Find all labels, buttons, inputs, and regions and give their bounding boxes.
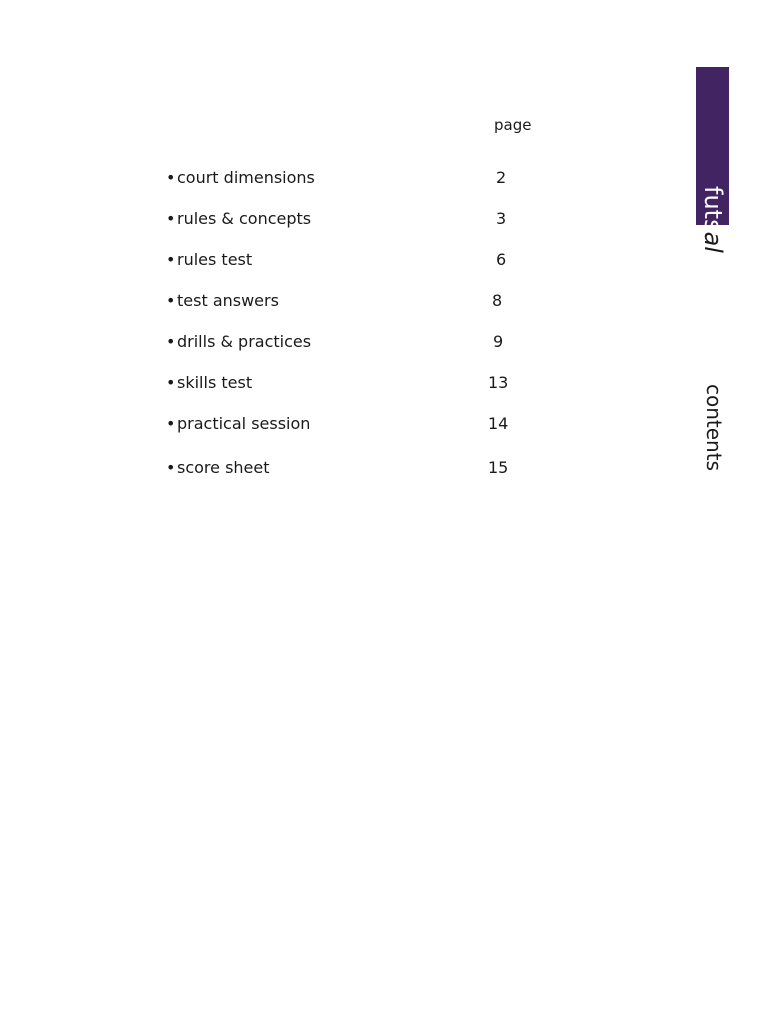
toc-item (166, 290, 526, 312)
toc-item-page: 2 (496, 168, 507, 187)
toc-item (166, 457, 526, 479)
toc-item-title: skills test (177, 373, 253, 392)
toc-item-page: 6 (496, 250, 507, 269)
bullet-icon: • (166, 414, 176, 433)
toc-item (166, 372, 526, 394)
toc-item-page: 3 (496, 209, 507, 228)
toc-item-page: 9 (493, 332, 504, 351)
bullet-icon: • (166, 332, 176, 351)
toc-item-title: score sheet (177, 458, 270, 477)
toc-item-title: rules & concepts (177, 209, 312, 228)
brand-title (696, 186, 729, 253)
toc-item-page: 15 (488, 458, 509, 477)
toc-item-title: practical session (177, 414, 311, 433)
bullet-icon: • (166, 168, 176, 187)
bullet-icon: • (166, 291, 176, 310)
toc-item (166, 249, 526, 271)
toc-item (166, 208, 526, 230)
toc-list (166, 0, 526, 500)
toc-item-page: 13 (488, 373, 509, 392)
toc-item-title: test answers (177, 291, 279, 310)
bullet-icon: • (166, 250, 176, 269)
toc-item (166, 167, 526, 189)
bullet-icon: • (166, 458, 176, 477)
brand-title-part: al (699, 231, 727, 253)
toc-item (166, 413, 526, 435)
bullet-icon: • (166, 209, 176, 228)
toc-item-page: 8 (492, 291, 503, 310)
toc-item-page: 14 (488, 414, 509, 433)
toc-item-title: drills & practices (177, 332, 312, 351)
toc-item (166, 331, 526, 353)
section-label: contents (702, 384, 726, 471)
toc-item-title: rules test (177, 250, 253, 269)
toc-item-title: court dimensions (177, 168, 315, 187)
brand-title-part: futs (699, 186, 727, 232)
page-column-header: page (494, 116, 532, 134)
bullet-icon: • (166, 373, 176, 392)
